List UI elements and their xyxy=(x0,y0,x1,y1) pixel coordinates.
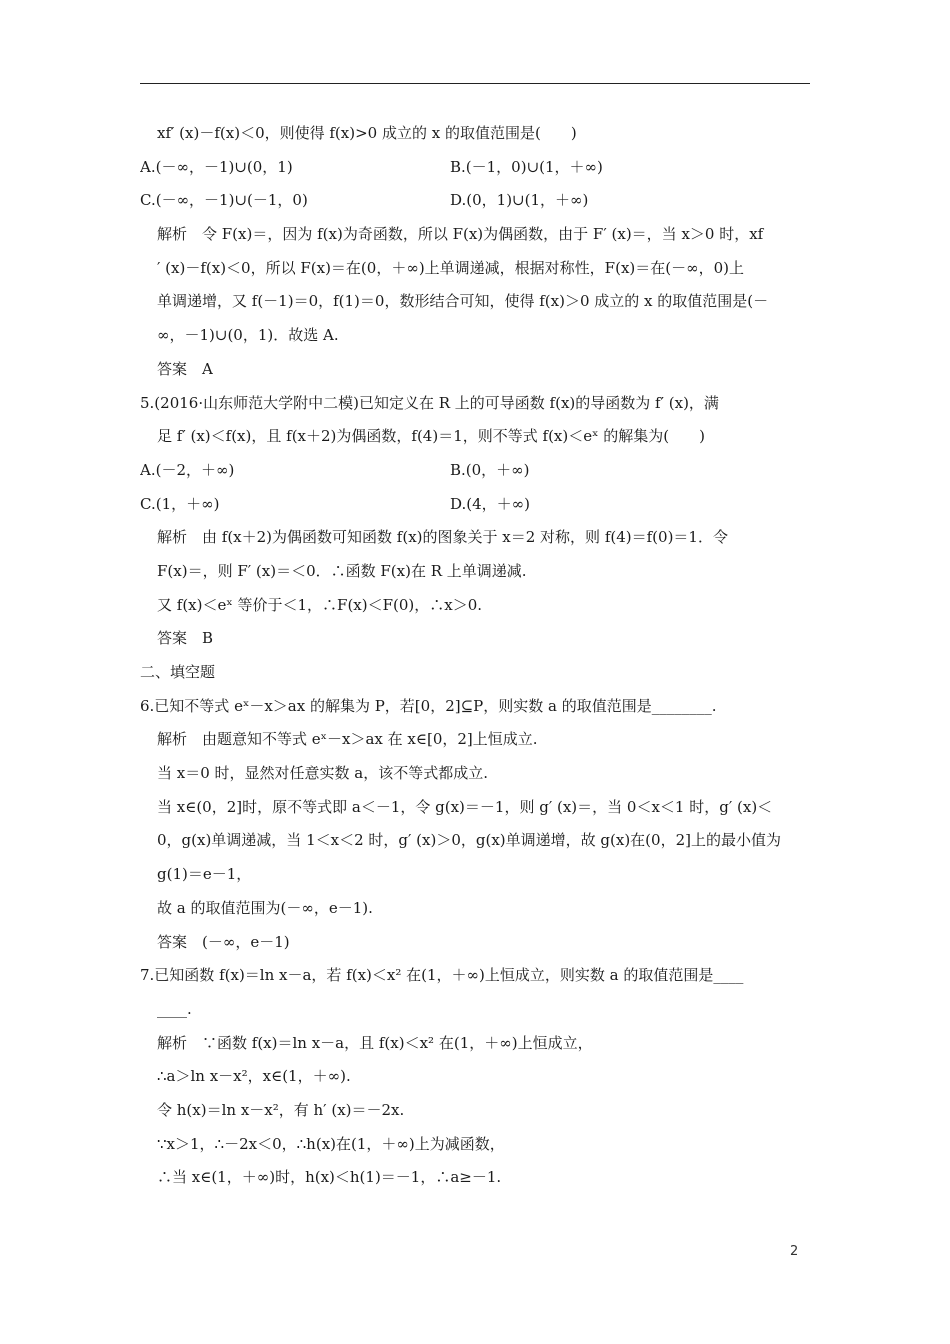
text-line: 7.已知函数 f(x)＝ln x－a，若 f(x)＜x² 在(1，＋∞)上恒成立，则实数 a 的取值范围是____ xyxy=(140,966,744,985)
option-item: B.(－1，0)∪(1，＋∞) xyxy=(450,157,603,176)
text-line: 解析 ∵函数 f(x)＝ln x－a，且 f(x)＜x² 在(1，＋∞)上恒成立， xyxy=(157,1033,593,1052)
text-line: 答案 A xyxy=(157,359,213,378)
text-line: ∞，－1)∪(0，1)．故选 A. xyxy=(157,326,339,345)
option-row xyxy=(140,189,812,211)
text-line: 足 f′ (x)＜f(x)，且 f(x＋2)为偶函数，f(4)＝1，则不等式 f(x)＜eˣ 的解集为( ) xyxy=(157,427,705,446)
option-item: C.(1，＋∞) xyxy=(140,494,220,513)
text-line: 解析 由题意知不等式 eˣ－x＞ax 在 x∈[0，2]上恒成立. xyxy=(157,730,538,749)
text-line: 答案 (－∞，e－1) xyxy=(157,932,290,951)
text-line: 5.(2016·山东师范大学附中二模)已知定义在 R 上的可导函数 f(x)的导函数为 f′ (x)，满 xyxy=(140,393,719,412)
page-content xyxy=(140,122,812,1200)
text-line: ∴当 x∈(1，＋∞)时，h(x)＜h(1)＝－1，∴a≥－1. xyxy=(157,1168,502,1187)
text-line: ∵x＞1，∴－2x＜0，∴h(x)在(1，＋∞)上为减函数， xyxy=(157,1134,505,1153)
text-line: 当 x＝0 时，显然对任意实数 a，该不等式都成立. xyxy=(157,764,489,783)
option-item: B.(0，＋∞) xyxy=(450,460,530,479)
text-line: ′ (x)－f(x)＜0，所以 F(x)＝在(0，＋∞)上单调递减，根据对称性，F(x)＝在(－∞，0)上 xyxy=(157,258,744,277)
text-line: 解析 令 F(x)＝，因为 f(x)为奇函数，所以 F(x)为偶函数，由于 F′ (x)＝，当 x＞0 时，xf xyxy=(157,225,764,244)
text-line: F(x)＝，则 F′ (x)＝＜0．∴函数 F(x)在 R 上单调递减. xyxy=(157,561,527,580)
header-rule xyxy=(140,83,810,84)
text-line: ∴a＞ln x－x²，x∈(1，＋∞). xyxy=(157,1067,351,1086)
text-line: 0，g(x)单调递减，当 1＜x＜2 时，g′ (x)＞0，g(x)单调递增，故 g(x)在(0，2]上的最小值为 xyxy=(157,831,781,850)
text-line: ____. xyxy=(157,999,192,1018)
text-line: 答案 B xyxy=(157,629,214,648)
option-row xyxy=(140,493,812,515)
text-line: xf′ (x)－f(x)＜0，则使得 f(x)>0 成立的 x 的取值范围是( ) xyxy=(157,124,577,142)
text-line: 令 h(x)＝ln x－x²，有 h′ (x)＝－2x. xyxy=(157,1100,405,1119)
option-row xyxy=(140,156,812,178)
text-line: g(1)＝e－1， xyxy=(157,865,252,884)
text-line: 二、填空题 xyxy=(140,663,216,681)
text-line: 单调递增，又 f(－1)＝0，f(1)＝0，数形结合可知，使得 f(x)＞0 成立的 x 的取值范围是(－ xyxy=(157,292,769,311)
option-item: A.(－∞，－1)∪(0，1) xyxy=(140,157,293,176)
option-item: D.(0，1)∪(1，＋∞) xyxy=(450,191,589,210)
text-line: 当 x∈(0，2]时，原不等式即 a＜－1，令 g(x)＝－1，则 g′ (x)＝，当 0＜x＜1 时，g′ (x)＜ xyxy=(157,797,773,816)
option-item: C.(－∞，－1)∪(－1，0) xyxy=(140,191,308,210)
text-line: 又 f(x)＜eˣ 等价于＜1，∴F(x)＜F(0)，∴x＞0. xyxy=(157,595,483,614)
page-number: 2 xyxy=(790,1244,799,1259)
text-line: 6.已知不等式 eˣ－x＞ax 的解集为 P，若[0，2]⊆P，则实数 a 的取值范围是________. xyxy=(140,696,717,715)
text-line: 解析 由 f(x＋2)为偶函数可知函数 f(x)的图象关于 x＝2 对称，则 f(4)＝f(0)＝1．令 xyxy=(157,528,728,547)
text-line: 故 a 的取值范围为(－∞，e－1). xyxy=(157,898,373,917)
option-item: D.(4，＋∞) xyxy=(450,494,531,513)
option-row xyxy=(140,459,812,481)
option-item: A.(－2，＋∞) xyxy=(140,460,235,479)
